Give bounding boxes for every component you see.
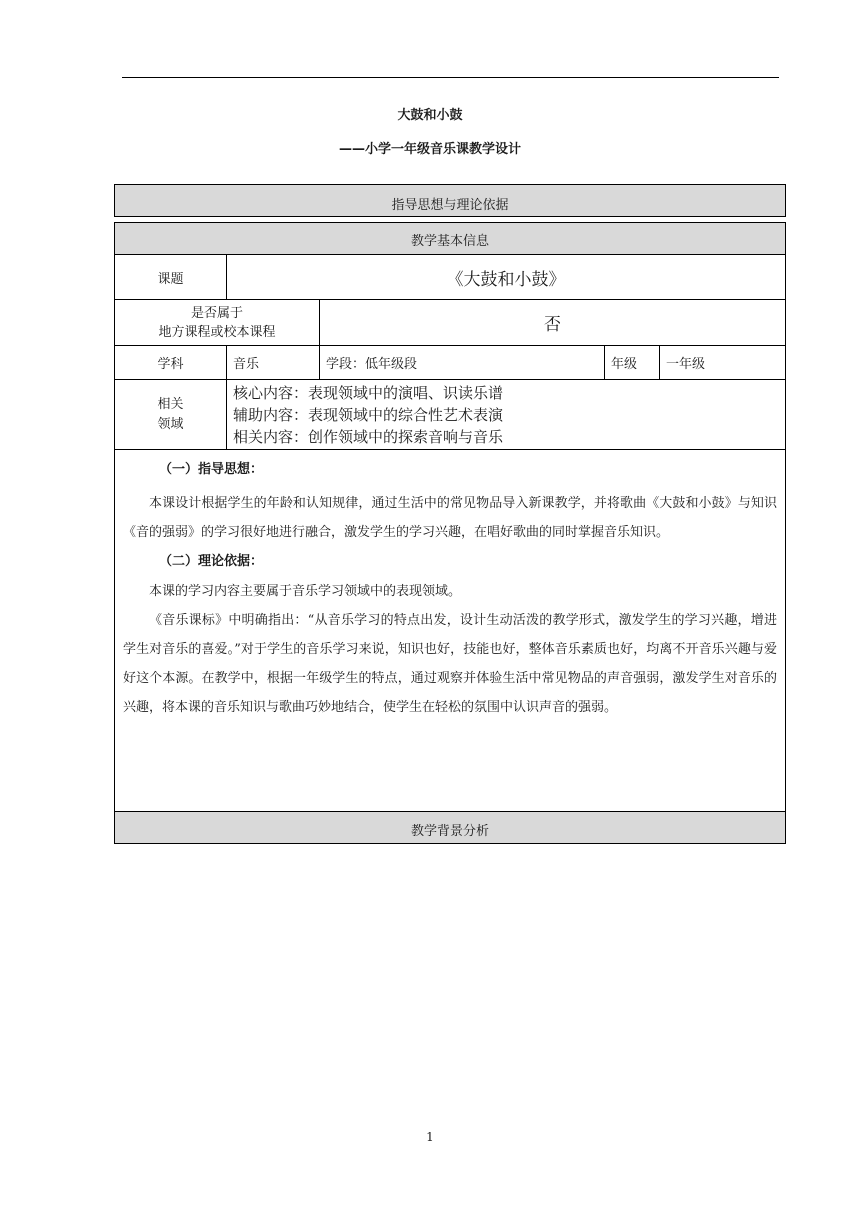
local-curriculum-label-line2: 地方课程或校本课程 bbox=[158, 324, 276, 340]
subject-value: 音乐 bbox=[233, 357, 260, 372]
section-heading-guiding-thought: （一）指导思想： bbox=[159, 462, 264, 477]
local-curriculum-value-cell bbox=[319, 299, 786, 346]
topic-value-cell bbox=[226, 254, 786, 300]
document-subtitle: ——小学一年级音乐课教学设计 bbox=[338, 142, 521, 157]
grade-label-cell bbox=[604, 345, 660, 380]
grade-value: 一年级 bbox=[666, 357, 706, 372]
related-field-label-line2: 领域 bbox=[157, 416, 184, 432]
page-number: 1 bbox=[426, 1130, 434, 1144]
band-basic-info-label: 教学基本信息 bbox=[410, 234, 489, 249]
band-basic-info bbox=[114, 222, 786, 255]
related-field-line: 辅助内容：表现领域中的综合性艺术表演 bbox=[233, 405, 504, 424]
related-field-value-cell bbox=[226, 379, 786, 450]
stage-value: 学段：低年级段 bbox=[326, 357, 418, 372]
section-heading-theory-basis: （二）理论依据： bbox=[159, 554, 264, 569]
grade-label: 年级 bbox=[611, 357, 638, 372]
guiding-theory-content bbox=[114, 449, 786, 812]
band-guiding-theory-label: 指导思想与理论依据 bbox=[391, 198, 509, 213]
stage-cell bbox=[319, 345, 605, 380]
related-field-line: 相关内容：创作领域中的探索音响与音乐 bbox=[233, 427, 504, 446]
local-curriculum-label-line1: 是否属于 bbox=[190, 305, 243, 321]
topic-label: 课题 bbox=[157, 271, 184, 287]
topic-label-cell bbox=[114, 254, 227, 300]
local-curriculum-label-cell bbox=[114, 299, 320, 346]
subject-label-cell bbox=[114, 345, 227, 380]
related-field-label-line1: 相关 bbox=[157, 396, 184, 412]
paragraph-guiding-thought: 本课设计根据学生的年龄和认知规律，通过生活中的常见物品导入新课教学，并将歌曲《大鼓和小鼓》与知识《音的强弱》的学习很好地进行融合，激发学生的学习兴趣，在唱好歌曲的同时掌握音乐知识。 bbox=[123, 496, 777, 540]
band-teaching-background-label: 教学背景分析 bbox=[410, 824, 489, 839]
paragraph-theory-basis-2: 《音乐课标》中明确指出：“从音乐学习的特点出发，设计生动活泼的教学形式，激发学生的学习兴趣，增进学生对音乐的喜爱。”对于学生的音乐学习来说，知识也好，技能也好，整体音乐素质也好，均离不开音乐兴趣与爱好这个本源。在教学中，根据一年级学生的特点，通过观察并体验生活中常见物品的声音强弱，激发学生对音乐的兴趣，将本课的音乐知识与歌曲巧妙地结合，使学生在轻松的氛围中认识声音的强弱。 bbox=[123, 613, 777, 715]
subject-label: 学科 bbox=[157, 357, 184, 372]
paragraph-theory-basis-1: 本课的学习内容主要属于音乐学习领域中的表现领域。 bbox=[149, 584, 462, 599]
subject-value-cell bbox=[226, 345, 320, 380]
related-field-line: 核心内容：表现领域中的演唱、识读乐谱 bbox=[233, 383, 504, 402]
grade-value-cell bbox=[659, 345, 786, 380]
band-teaching-background bbox=[114, 811, 786, 844]
topic-value: 《大鼓和小鼓》 bbox=[446, 269, 566, 290]
local-curriculum-value: 否 bbox=[544, 315, 561, 335]
related-field-label-cell bbox=[114, 379, 227, 450]
band-guiding-theory bbox=[114, 184, 786, 217]
document-title: 大鼓和小鼓 bbox=[397, 108, 463, 123]
header-rule bbox=[122, 77, 779, 78]
